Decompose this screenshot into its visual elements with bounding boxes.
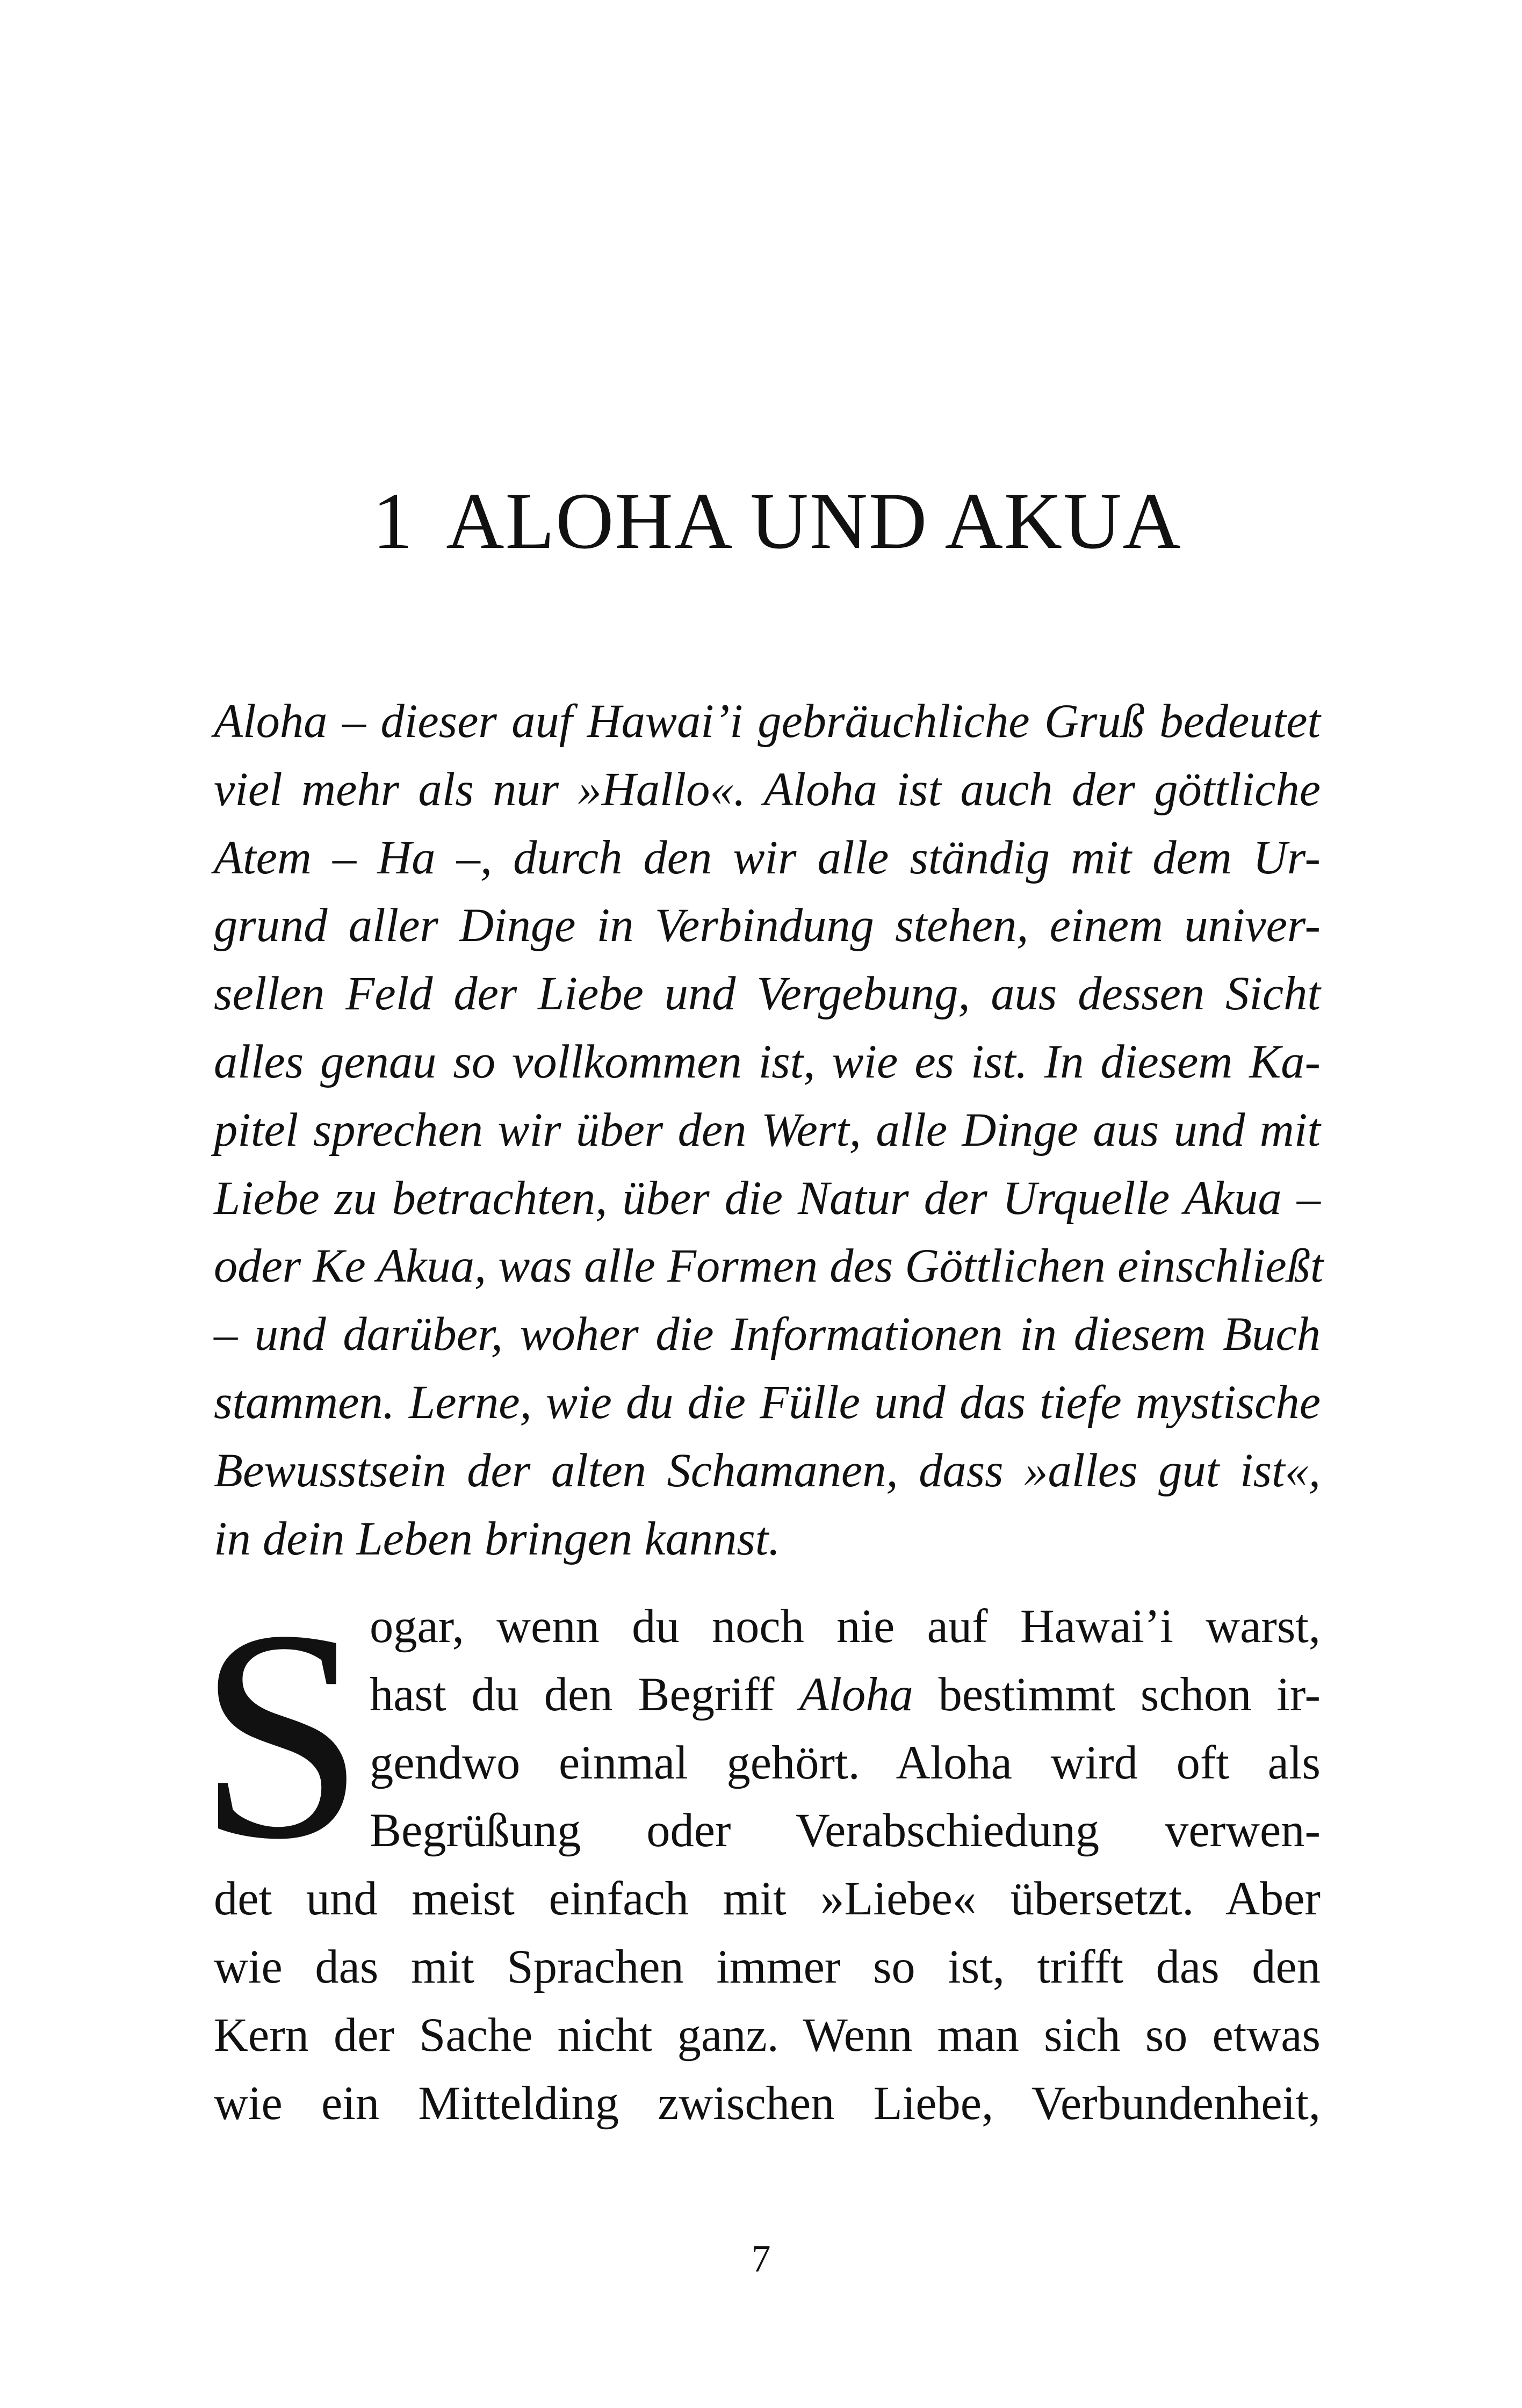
body-line-text: hast du den Begriff bbox=[370, 1668, 800, 1721]
intro-line: grund aller Dinge in Verbindung stehen, einem univer- bbox=[214, 899, 1321, 952]
body-paragraph bbox=[214, 1593, 1321, 2137]
chapter-intro bbox=[214, 688, 1324, 1573]
intro-line: stammen. Lerne, wie du die Fülle und das tiefe mystische bbox=[214, 1376, 1321, 1429]
page-number: 7 bbox=[751, 2237, 771, 2280]
intro-line: Bewusstsein der alten Schamanen, dass »alles gut ist«, bbox=[214, 1444, 1321, 1497]
intro-line: pitel sprechen wir über den Wert, alle Dinge aus und mit bbox=[214, 1103, 1321, 1156]
chapter-number: 1 bbox=[372, 476, 414, 566]
body-line bbox=[214, 1661, 1321, 1729]
chapter-title-text: ALOHA UND AKUA bbox=[446, 476, 1182, 566]
body-line: Begrüßung oder Verabschiedung verwen- bbox=[370, 1804, 1321, 1857]
intro-line: alles genau so vollkommen ist, wie es ist. In diesem Ka- bbox=[214, 1035, 1321, 1088]
body-line-text: bestimmt schon ir- bbox=[913, 1668, 1321, 1721]
intro-line: – und darüber, woher die Informationen in diesem Buch bbox=[214, 1308, 1321, 1361]
intro-line: Atem – Ha –, durch den wir alle ständig mit dem Ur- bbox=[214, 831, 1321, 884]
intro-line: sellen Feld der Liebe und Vergebung, aus dessen Sicht bbox=[214, 967, 1321, 1021]
intro-line: oder Ke Akua, was alle Formen des Göttlichen einschließt bbox=[214, 1240, 1324, 1293]
emphasized-term: Aloha bbox=[799, 1668, 913, 1721]
drop-cap: S bbox=[198, 1568, 365, 1901]
body-line: gendwo einmal gehört. Aloha wird oft als bbox=[370, 1736, 1321, 1789]
body-line: Kern der Sache nicht ganz. Wenn man sich so etwas bbox=[214, 2008, 1321, 2062]
intro-line: in dein Leben bringen kannst. bbox=[214, 1512, 781, 1565]
chapter-title bbox=[0, 467, 1522, 575]
body-line: det und meist einfach mit »Liebe« übersetzt. Aber bbox=[214, 1872, 1321, 1926]
body-line: ogar, wenn du noch nie auf Hawai’i warst, bbox=[370, 1600, 1321, 1653]
body-line: wie ein Mittelding zwischen Liebe, Verbundenheit, bbox=[214, 2077, 1321, 2130]
intro-line: Aloha – dieser auf Hawai’i gebräuchliche Gruß bedeutet bbox=[214, 695, 1321, 748]
intro-line: viel mehr als nur »Hallo«. Aloha ist auch der göttliche bbox=[214, 763, 1321, 816]
intro-line: Liebe zu betrachten, über die Natur der Urquelle Akua – bbox=[214, 1172, 1321, 1225]
body-line: wie das mit Sprachen immer so ist, trifft das den bbox=[214, 1940, 1321, 1993]
